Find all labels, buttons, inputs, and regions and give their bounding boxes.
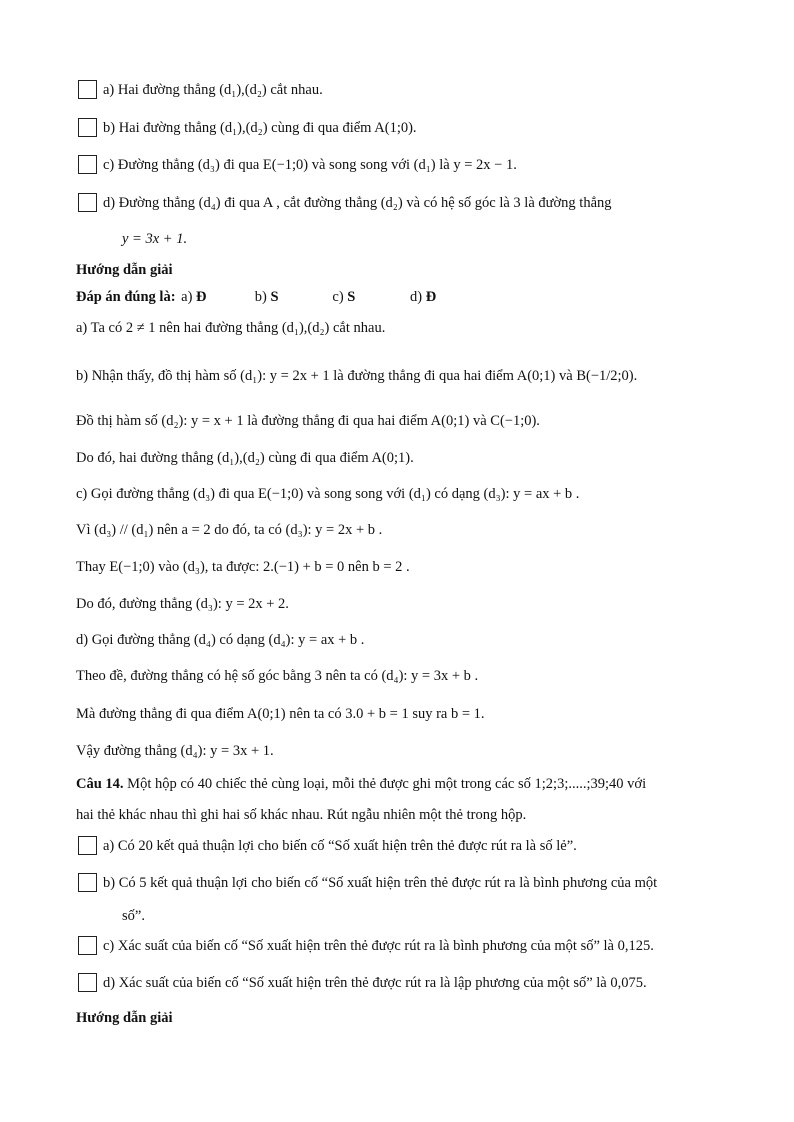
q14-option-b: b) Có 5 kết quả thuận lợi cho biến cố “Số xuất hiện trên thẻ được rút ra là bình phương của một xyxy=(78,873,657,893)
solution-line: b) Nhận thấy, đồ thị hàm số (d₁): y = 2x + 1 là đường thẳng đi qua hai điểm A(0;1) và B(−1/2;0). xyxy=(76,368,638,384)
solution-line: Mà đường thẳng đi qua điểm A(0;1) nên ta có 3.0 + b = 1 suy ra b = 1. xyxy=(76,706,485,722)
q14-option-c: c) Xác suất của biến cố “Số xuất hiện trên thẻ được rút ra là bình phương của một số” là 0,125. xyxy=(78,936,654,956)
answer-checkbox[interactable] xyxy=(78,936,97,955)
answer-checkbox[interactable] xyxy=(78,973,97,992)
answer-d: d) Đ xyxy=(410,289,437,305)
answer-c: c) S xyxy=(332,289,356,305)
q13-option-c: c) Đường thẳng (d₃) đi qua E(−1;0) và song song với (d₁) là y = 2x − 1. xyxy=(78,155,517,175)
solution-line: Thay E(−1;0) vào (d₃), ta được: 2.(−1) + b = 0 nên b = 2 . xyxy=(76,559,410,575)
answer-checkbox[interactable] xyxy=(78,873,97,892)
answer-a: a) Đ xyxy=(181,289,207,305)
answer-checkbox[interactable] xyxy=(78,836,97,855)
q14-text-line-1: Câu 14. Một hộp có 40 chiếc thẻ cùng loại, mỗi thẻ được ghi một trong các số 1;2;3;.....;39;40 với xyxy=(76,776,647,792)
answer-checkbox[interactable] xyxy=(78,155,97,174)
solution-line: Đồ thị hàm số (d₂): y = x + 1 là đường thẳng đi qua hai điểm A(0;1) và C(−1;0). xyxy=(76,413,540,429)
q13-option-d: d) Đường thẳng (d₄) đi qua A , cắt đường thẳng (d₂) và có hệ số góc là 3 là đường thẳng xyxy=(78,193,612,213)
guide-title-2: Hướng dẫn giải xyxy=(76,1010,173,1026)
solution-line: d) Gọi đường thẳng (d₄) có dạng (d₄): y = ax + b . xyxy=(76,632,365,648)
q14-option-d: d) Xác suất của biến cố “Số xuất hiện trên thẻ được rút ra là lập phương của một số” là 0,075. xyxy=(78,973,647,993)
q13-option-a: a) Hai đường thẳng (d₁),(d₂) cắt nhau. xyxy=(78,80,323,100)
answer-checkbox[interactable] xyxy=(78,80,97,99)
q13-option-b: b) Hai đường thẳng (d₁),(d₂) cùng đi qua điểm A(1;0). xyxy=(78,118,417,138)
solution-line: Do đó, đường thẳng (d₃): y = 2x + 2. xyxy=(76,596,289,612)
solution-line: a) Ta có 2 ≠ 1 nên hai đường thẳng (d₁),(d₂) cắt nhau. xyxy=(76,320,386,336)
answer-label: Đáp án đúng là: xyxy=(76,289,176,305)
solution-line: Do đó, hai đường thẳng (d₁),(d₂) cùng đi qua điểm A(0;1). xyxy=(76,450,414,466)
q14-option-b-continuation: số”. xyxy=(122,908,145,924)
answer-checkbox[interactable] xyxy=(78,118,97,137)
answer-checkbox[interactable] xyxy=(78,193,97,212)
solution-line: c) Gọi đường thẳng (d₃) đi qua E(−1;0) và song song với (d₁) có dạng (d₃): y = ax + b . xyxy=(76,486,580,502)
guide-title: Hướng dẫn giải xyxy=(76,262,173,278)
question-label: Câu 14. xyxy=(76,776,124,792)
answer-b: b) S xyxy=(254,289,279,305)
solution-line: Vì (d₃) // (d₁) nên a = 2 do đó, ta có (d₃): y = 2x + b . xyxy=(76,522,383,538)
answer-key xyxy=(76,287,436,307)
q13-option-d-continuation: y = 3x + 1. xyxy=(122,231,188,247)
solution-line: Theo đề, đường thẳng có hệ số góc bằng 3 nên ta có (d₄): y = 3x + b . xyxy=(76,668,479,684)
solution-line: Vậy đường thẳng (d₄): y = 3x + 1. xyxy=(76,743,274,759)
q14-text-line-2: hai thẻ khác nhau thì ghi hai số khác nhau. Rút ngẫu nhiên một thẻ trong hộp. xyxy=(76,807,527,823)
q14-option-a: a) Có 20 kết quả thuận lợi cho biến cố “Số xuất hiện trên thẻ được rút ra là số lẻ”. xyxy=(78,836,577,856)
